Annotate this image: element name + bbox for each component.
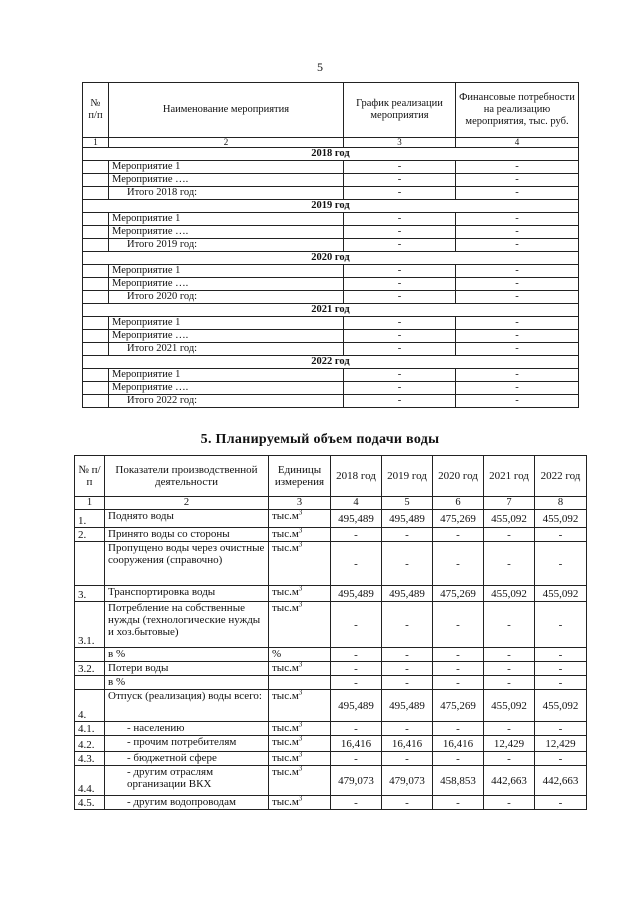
- year-value: -: [484, 796, 535, 810]
- col-header-unit: Единицы измерения: [269, 456, 331, 497]
- unit-text: тыс.м: [272, 690, 299, 702]
- year-group-header: [83, 356, 579, 369]
- year-value: -: [382, 662, 433, 676]
- year-label: 2020 год: [83, 252, 579, 265]
- table-row: [75, 510, 587, 528]
- year-label: 2022 год: [83, 356, 579, 369]
- row-number: 4.: [75, 690, 105, 722]
- year-value: -: [382, 528, 433, 542]
- table-row: [83, 265, 579, 278]
- indicator-name: - другим отраслям организации ВКХ: [105, 766, 269, 796]
- column-number: 5: [382, 497, 433, 510]
- year-value: 16,416: [382, 736, 433, 752]
- unit-superscript: 3: [298, 585, 303, 593]
- row-number-cell: [83, 226, 109, 239]
- event-name: Мероприятие 1: [109, 317, 344, 330]
- schedule-value: -: [344, 382, 456, 395]
- col-header-year-2021: 2021 год: [484, 456, 535, 497]
- indicator-name: в %: [105, 676, 269, 690]
- unit-cell: [269, 690, 331, 722]
- year-value: 475,269: [433, 586, 484, 602]
- table-row: [75, 662, 587, 676]
- finance-value: -: [456, 343, 579, 356]
- row-number: 3.: [75, 586, 105, 602]
- table-row: [75, 586, 587, 602]
- year-value: 479,073: [382, 766, 433, 796]
- unit-cell: [269, 586, 331, 602]
- year-value: -: [433, 752, 484, 766]
- schedule-value: -: [344, 395, 456, 408]
- column-number: 1: [75, 497, 105, 510]
- row-number: [75, 648, 105, 662]
- column-number: 7: [484, 497, 535, 510]
- schedule-value: -: [344, 213, 456, 226]
- event-name: Итого 2019 год:: [109, 239, 344, 252]
- year-value: -: [382, 648, 433, 662]
- year-value: -: [484, 602, 535, 648]
- column-number: 3: [344, 138, 456, 148]
- year-value: 475,269: [433, 510, 484, 528]
- year-label: 2019 год: [83, 200, 579, 213]
- unit-superscript: 3: [298, 541, 303, 549]
- col-header-indicator: Показатели производственной деятельности: [105, 456, 269, 497]
- col-header-number: № п/п: [75, 456, 105, 497]
- year-value: -: [331, 796, 382, 810]
- year-value: -: [535, 722, 587, 736]
- unit-superscript: 3: [298, 509, 303, 517]
- col-header-year-2018: 2018 год: [331, 456, 382, 497]
- year-value: -: [535, 648, 587, 662]
- indicator-name: Отпуск (реализация) воды всего:: [105, 690, 269, 722]
- unit-text: тыс.м: [272, 662, 299, 674]
- column-number: 3: [269, 497, 331, 510]
- year-value: -: [382, 796, 433, 810]
- row-number: 2.: [75, 528, 105, 542]
- indicator-name: - прочим потребителям: [105, 736, 269, 752]
- section-title: 5. Планируемый объем подачи воды: [200, 432, 440, 447]
- table-row: [75, 602, 587, 648]
- year-group-header: [83, 148, 579, 161]
- row-number: 4.3.: [75, 752, 105, 766]
- year-value: -: [331, 648, 382, 662]
- row-number-cell: [83, 187, 109, 200]
- column-number: 2: [105, 497, 269, 510]
- year-value: -: [433, 542, 484, 586]
- finance-value: -: [456, 317, 579, 330]
- col-header-year-2020: 2020 год: [433, 456, 484, 497]
- year-value: 12,429: [484, 736, 535, 752]
- unit-text: тыс.м: [272, 528, 299, 540]
- year-label: 2021 год: [83, 304, 579, 317]
- event-name: Мероприятие 1: [109, 265, 344, 278]
- row-number: 3.1.: [75, 602, 105, 648]
- table-row: [83, 382, 579, 395]
- event-name: Итого 2021 год:: [109, 343, 344, 356]
- col-header-year-2022: 2022 год: [535, 456, 587, 497]
- row-number-cell: [83, 395, 109, 408]
- year-value: 16,416: [331, 736, 382, 752]
- event-name: Мероприятие 1: [109, 213, 344, 226]
- year-value: 495,489: [382, 510, 433, 528]
- year-value: 495,489: [331, 586, 382, 602]
- finance-value: -: [456, 213, 579, 226]
- year-value: 475,269: [433, 690, 484, 722]
- year-value: 12,429: [535, 736, 587, 752]
- row-number-cell: [83, 239, 109, 252]
- table-row: [75, 690, 587, 722]
- row-number: 1.: [75, 510, 105, 528]
- column-number-row: [75, 497, 587, 510]
- unit-text: тыс.м: [272, 796, 299, 808]
- finance-value: -: [456, 369, 579, 382]
- unit-superscript: 3: [298, 601, 303, 609]
- indicator-name: Принято воды со стороны: [105, 528, 269, 542]
- event-name: Мероприятие ….: [109, 330, 344, 343]
- year-value: -: [433, 722, 484, 736]
- unit-text: тыс.м: [272, 602, 299, 614]
- year-value: 455,092: [484, 510, 535, 528]
- events-table-body: [83, 138, 579, 408]
- year-value: -: [331, 662, 382, 676]
- year-value: -: [484, 528, 535, 542]
- finance-value: -: [456, 382, 579, 395]
- year-value: -: [535, 602, 587, 648]
- schedule-value: -: [344, 187, 456, 200]
- year-value: -: [331, 602, 382, 648]
- unit-text: тыс.м: [272, 722, 299, 734]
- table-row: [83, 330, 579, 343]
- finance-value: -: [456, 330, 579, 343]
- table-row: [75, 736, 587, 752]
- col-header-event-name: Наименование мероприятия: [109, 83, 344, 138]
- table-row: [75, 648, 587, 662]
- unit-text: тыс.м: [272, 752, 299, 764]
- table-row: [75, 766, 587, 796]
- year-value: 458,853: [433, 766, 484, 796]
- schedule-value: -: [344, 343, 456, 356]
- unit-cell: [269, 736, 331, 752]
- schedule-value: -: [344, 317, 456, 330]
- year-value: -: [433, 528, 484, 542]
- finance-value: -: [456, 395, 579, 408]
- year-value: 442,663: [535, 766, 587, 796]
- unit-text: %: [272, 648, 282, 660]
- column-number: 2: [109, 138, 344, 148]
- water-supply-table-body: [75, 497, 587, 810]
- unit-text: тыс.м: [272, 542, 299, 554]
- year-value: 495,489: [331, 690, 382, 722]
- table-row: [83, 174, 579, 187]
- unit-cell: [269, 602, 331, 648]
- table-row: [83, 226, 579, 239]
- indicator-name: в %: [105, 648, 269, 662]
- year-value: -: [433, 676, 484, 690]
- event-name: Итого 2020 год:: [109, 291, 344, 304]
- schedule-value: -: [344, 174, 456, 187]
- year-value: -: [535, 662, 587, 676]
- event-name: Мероприятие 1: [109, 161, 344, 174]
- year-value: -: [433, 602, 484, 648]
- table-row: [75, 796, 587, 810]
- year-value: -: [331, 542, 382, 586]
- events-table: [82, 82, 579, 408]
- unit-text: тыс.м: [272, 510, 299, 522]
- row-number-cell: [83, 278, 109, 291]
- column-number: 4: [331, 497, 382, 510]
- table-row: [83, 213, 579, 226]
- table-row: [75, 722, 587, 736]
- year-value: -: [535, 752, 587, 766]
- unit-superscript: 3: [298, 765, 303, 773]
- table-row: [83, 161, 579, 174]
- unit-cell: [269, 528, 331, 542]
- unit-cell: [269, 722, 331, 736]
- total-row: [83, 395, 579, 408]
- row-number: 4.1.: [75, 722, 105, 736]
- schedule-value: -: [344, 226, 456, 239]
- unit-cell: [269, 796, 331, 810]
- year-value: 442,663: [484, 766, 535, 796]
- finance-value: -: [456, 265, 579, 278]
- year-value: 455,092: [484, 690, 535, 722]
- unit-superscript: 3: [298, 795, 303, 803]
- unit-text: тыс.м: [272, 736, 299, 748]
- indicator-name: Транспортировка воды: [105, 586, 269, 602]
- year-value: 495,489: [331, 510, 382, 528]
- year-value: 455,092: [535, 510, 587, 528]
- schedule-value: -: [344, 278, 456, 291]
- water-supply-table: [74, 455, 587, 810]
- year-value: -: [484, 752, 535, 766]
- schedule-value: -: [344, 265, 456, 278]
- unit-cell: [269, 510, 331, 528]
- event-name: Итого 2018 год:: [109, 187, 344, 200]
- finance-value: -: [456, 226, 579, 239]
- table-row: [75, 752, 587, 766]
- row-number: [75, 542, 105, 586]
- indicator-name: - другим водопроводам: [105, 796, 269, 810]
- finance-value: -: [456, 239, 579, 252]
- row-number: [75, 676, 105, 690]
- year-value: -: [433, 648, 484, 662]
- column-number: 6: [433, 497, 484, 510]
- event-name: Мероприятие ….: [109, 278, 344, 291]
- event-name: Мероприятие ….: [109, 174, 344, 187]
- col-header-schedule: График реализации мероприятия: [344, 83, 456, 138]
- year-value: 455,092: [484, 586, 535, 602]
- unit-superscript: 3: [298, 735, 303, 743]
- unit-cell: [269, 542, 331, 586]
- year-value: -: [382, 542, 433, 586]
- table-row: [83, 369, 579, 382]
- year-value: 479,073: [331, 766, 382, 796]
- year-value: 495,489: [382, 586, 433, 602]
- year-value: -: [535, 676, 587, 690]
- column-number: 1: [83, 138, 109, 148]
- year-value: -: [484, 722, 535, 736]
- year-value: -: [484, 648, 535, 662]
- event-name: Мероприятие ….: [109, 382, 344, 395]
- unit-cell: [269, 648, 331, 662]
- schedule-value: -: [344, 239, 456, 252]
- year-value: -: [535, 528, 587, 542]
- year-value: -: [382, 602, 433, 648]
- schedule-value: -: [344, 369, 456, 382]
- unit-cell: [269, 752, 331, 766]
- event-name: Мероприятие ….: [109, 226, 344, 239]
- unit-cell: [269, 766, 331, 796]
- year-group-header: [83, 200, 579, 213]
- schedule-value: -: [344, 291, 456, 304]
- page-number: 5: [317, 60, 323, 74]
- column-number-row: [83, 138, 579, 148]
- finance-value: -: [456, 291, 579, 304]
- year-value: -: [535, 796, 587, 810]
- indicator-name: Поднято воды: [105, 510, 269, 528]
- year-value: 455,092: [535, 690, 587, 722]
- table-row: [75, 528, 587, 542]
- column-number: 4: [456, 138, 579, 148]
- year-label: 2018 год: [83, 148, 579, 161]
- year-value: -: [382, 676, 433, 690]
- column-number: 8: [535, 497, 587, 510]
- event-name: Мероприятие 1: [109, 369, 344, 382]
- table-row: [75, 676, 587, 690]
- unit-cell: [269, 676, 331, 690]
- unit-text: тыс.м: [272, 766, 299, 778]
- row-number-cell: [83, 317, 109, 330]
- row-number: 4.5.: [75, 796, 105, 810]
- year-value: 16,416: [433, 736, 484, 752]
- total-row: [83, 343, 579, 356]
- unit-superscript: 3: [298, 689, 303, 697]
- year-value: -: [382, 722, 433, 736]
- year-value: 455,092: [535, 586, 587, 602]
- unit-superscript: 3: [298, 721, 303, 729]
- event-name: Итого 2022 год:: [109, 395, 344, 408]
- year-value: -: [331, 528, 382, 542]
- finance-value: -: [456, 161, 579, 174]
- finance-value: -: [456, 187, 579, 200]
- table-row: [83, 278, 579, 291]
- year-value: -: [535, 542, 587, 586]
- col-header-finance: Финансовые потребности на реализацию мероприятия, тыс. руб.: [456, 83, 579, 138]
- schedule-value: -: [344, 161, 456, 174]
- indicator-name: Потери воды: [105, 662, 269, 676]
- year-value: -: [331, 676, 382, 690]
- indicator-name: - населению: [105, 722, 269, 736]
- year-value: -: [484, 542, 535, 586]
- unit-text: тыс.м: [272, 586, 299, 598]
- year-group-header: [83, 304, 579, 317]
- row-number-cell: [83, 382, 109, 395]
- year-value: -: [484, 662, 535, 676]
- row-number-cell: [83, 161, 109, 174]
- year-value: -: [331, 722, 382, 736]
- row-number: 3.2.: [75, 662, 105, 676]
- total-row: [83, 239, 579, 252]
- finance-value: -: [456, 174, 579, 187]
- indicator-name: Пропущено воды через очистные сооружения (справочно): [105, 542, 269, 586]
- row-number: 4.4.: [75, 766, 105, 796]
- year-value: 495,489: [382, 690, 433, 722]
- year-value: -: [433, 796, 484, 810]
- indicator-name: - бюджетной сфере: [105, 752, 269, 766]
- year-value: -: [331, 752, 382, 766]
- row-number-cell: [83, 369, 109, 382]
- row-number-cell: [83, 174, 109, 187]
- row-number-cell: [83, 213, 109, 226]
- row-number-cell: [83, 330, 109, 343]
- row-number-cell: [83, 291, 109, 304]
- row-number: 4.2.: [75, 736, 105, 752]
- year-value: -: [433, 662, 484, 676]
- row-number-cell: [83, 343, 109, 356]
- finance-value: -: [456, 278, 579, 291]
- unit-superscript: 3: [298, 751, 303, 759]
- unit-superscript: 3: [298, 661, 303, 669]
- year-group-header: [83, 252, 579, 265]
- table-row: [83, 317, 579, 330]
- unit-cell: [269, 662, 331, 676]
- total-row: [83, 187, 579, 200]
- total-row: [83, 291, 579, 304]
- col-header-number: № п/п: [83, 83, 109, 138]
- year-value: -: [484, 676, 535, 690]
- indicator-name: Потребление на собственные нужды (технологические нужды и хоз.бытовые): [105, 602, 269, 648]
- table-row: [75, 542, 587, 586]
- year-value: -: [382, 752, 433, 766]
- unit-superscript: 3: [298, 527, 303, 535]
- schedule-value: -: [344, 330, 456, 343]
- row-number-cell: [83, 265, 109, 278]
- col-header-year-2019: 2019 год: [382, 456, 433, 497]
